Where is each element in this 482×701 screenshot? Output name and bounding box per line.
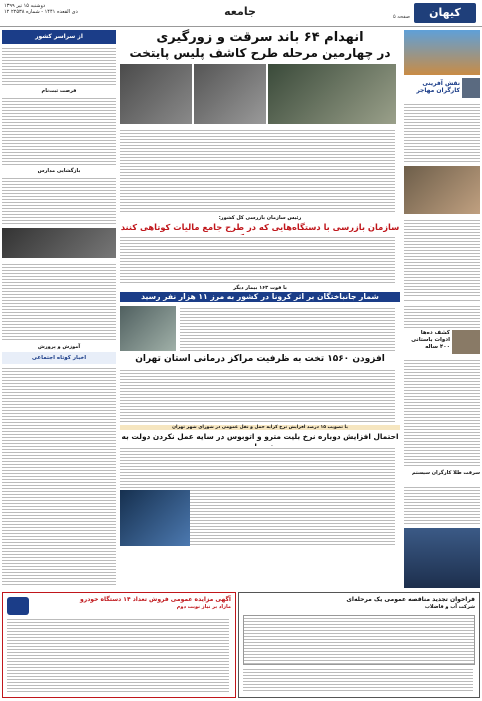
article-kicker: رئیس سازمان بازرسی کل کشور:	[218, 215, 302, 221]
article-headline: شمار جانباختگان بر اثر کرونا در کشور به مرز ۱۱ هزار نفر رسید	[120, 292, 400, 302]
sidebar-headline: نقش آفرینی کارگران مهاجر	[416, 80, 460, 94]
ad-title: آگهی مزایده عمومی فروش تعداد ۱۴ دستگاه خودرو	[80, 596, 231, 603]
sidebar-headline: کشف ده‌ها ادوات باستانی ۴۰۰ ساله	[411, 330, 450, 350]
ad-text	[243, 667, 473, 693]
left-headline: آموزش و پرورش	[37, 344, 81, 350]
sidebar-photo	[404, 528, 480, 588]
sidebar-photo	[462, 78, 480, 98]
left-text	[2, 366, 116, 586]
left-text	[2, 46, 116, 86]
article-headline: افزودن ۱۵۶۰ تخت به ظرفیت مراکز درمانی استان تهران	[135, 354, 385, 364]
page-number: صفحه ۵	[393, 14, 410, 20]
lead-title-line1: انهدام ۶۴ باند سرقت و زورگیری	[156, 30, 364, 45]
sidebar-text	[404, 102, 480, 162]
article-text	[120, 235, 395, 285]
divider	[404, 300, 480, 301]
ad-table	[243, 615, 475, 665]
issue-line: ۱۲ ذی القعده ۱۴۴۱ - شماره ۲۲۵۳۸	[4, 9, 78, 15]
ad-subtitle: شرکت آب و فاضلاب	[424, 604, 475, 610]
sidebar-text	[404, 304, 480, 328]
article-text	[120, 368, 395, 423]
ad-title: فراخوان تجدید مناقصه عمومی یک مرحله‌ای	[346, 596, 475, 603]
section-title: جامعه	[224, 5, 256, 18]
sidebar-headline: سرقت طلا کارگران سیستم	[412, 470, 480, 476]
article-headline: سازمان بازرسی با دستگاه‌هایی که در طرح جامع مالیات کوتاهی کنند	[120, 222, 400, 232]
article-kicker: با تصویب ۱۵ درصد افزایش نرخ کرایه حمل و نقل عمومی در شورای شهر تهران	[120, 425, 400, 430]
article-headline: احتمال افزایش دوباره نرخ بلیت مترو و اتوبوس در سایه عمل نکردن دولت به	[121, 432, 399, 441]
short-news-title: اخبار کوتاه اجتماعی	[2, 352, 116, 364]
lead-headline	[120, 30, 400, 61]
lead-photo-center	[194, 64, 266, 124]
sidebar-photo	[404, 30, 480, 75]
right-sidebar	[404, 30, 480, 590]
sidebar-photo	[404, 166, 480, 214]
left-text	[2, 176, 116, 226]
newspaper-logo: کیهان	[414, 3, 476, 23]
sidebar-photo	[452, 330, 480, 354]
ad-logo-icon	[7, 597, 29, 615]
ad-text	[7, 617, 229, 693]
ad-subtitle: مازاد بر نیاز نوبت دوم	[176, 604, 231, 610]
masthead	[0, 0, 482, 27]
sidebar-text	[404, 358, 480, 468]
left-photo	[2, 228, 116, 258]
left-text	[2, 96, 116, 166]
lead-photo-right	[268, 64, 396, 124]
left-headline: فرصت ثبت‌نام	[41, 88, 77, 94]
sidebar-text	[404, 485, 480, 525]
article-photo	[120, 490, 190, 546]
sidebar-text	[404, 218, 480, 298]
article-photo	[120, 306, 176, 351]
ad-box-right	[238, 592, 480, 698]
date-box	[4, 3, 84, 15]
ad-box-left	[2, 592, 236, 698]
left-column	[2, 30, 116, 590]
left-banner: از سراسر کشور	[2, 30, 116, 44]
article-kicker: با فوت ۱۶۳ بیمار دیگر	[233, 285, 287, 291]
date-line: دوشنبه ۱۵ تیر ۱۳۹۹	[4, 3, 46, 9]
lead-photo-left	[120, 64, 192, 124]
left-headline: بازگشایی مدارس	[37, 168, 81, 174]
lead-title-line2: در چهارمین مرحله طرح کاشف پلیس پایتخت	[129, 46, 391, 60]
lead-text	[120, 128, 395, 213]
article-text	[180, 306, 395, 351]
left-text	[2, 262, 116, 342]
